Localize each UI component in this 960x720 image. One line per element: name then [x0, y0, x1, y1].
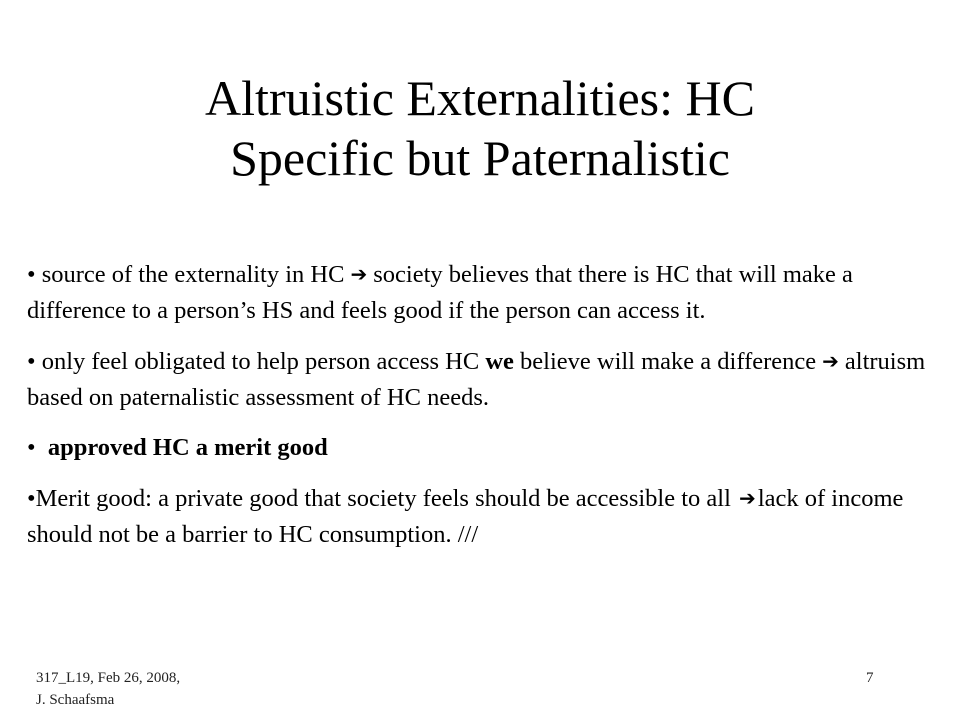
slide-body [27, 256, 927, 567]
bullet-marker: • [27, 434, 36, 461]
bullet-text: only feel obligated to help person access HC [41, 348, 480, 375]
bullet-merit-good [27, 430, 927, 466]
slide-number: 7 [866, 670, 874, 686]
bullet-externality-source [27, 256, 927, 329]
bullet-text: lack of income should not be a barrier to HC consumption. /// [27, 485, 904, 548]
bullet-merit-good-definition [27, 480, 927, 553]
bullet-marker: • [27, 485, 36, 512]
bullet-text: source of the externality in HC [41, 261, 345, 288]
bullet-emphasis: we [485, 348, 514, 375]
slide-title [60, 68, 900, 188]
right-arrow-icon: ➔ [822, 349, 839, 373]
bullet-text: believe will make a difference [520, 348, 817, 375]
footer-line-1: 317_L19, Feb 26, 2008, [36, 670, 181, 686]
bullet-marker: • [27, 261, 36, 288]
bullet-text: altruism based on paternalistic assessment of HC needs. [27, 348, 926, 411]
bullet-obligation [27, 343, 927, 416]
right-arrow-icon: ➔ [739, 486, 756, 510]
footer-line-2: J. Schaafsma [36, 692, 115, 708]
bullet-emphasis: approved HC a merit good [47, 434, 328, 461]
right-arrow-icon: ➔ [350, 262, 368, 286]
bullet-text: Merit good: a private good that society feels should be accessible to all [35, 485, 731, 512]
footer-course-info [36, 667, 180, 711]
slide-title-line-1: Altruistic Externalities: HC [205, 70, 755, 126]
slide-title-line-2: Specific but Paternalistic [230, 130, 730, 186]
bullet-marker: • [27, 348, 36, 375]
bullet-text: society believes that there is HC that will make a difference to a person’s HS and feels good if the person can access it. [27, 261, 853, 324]
